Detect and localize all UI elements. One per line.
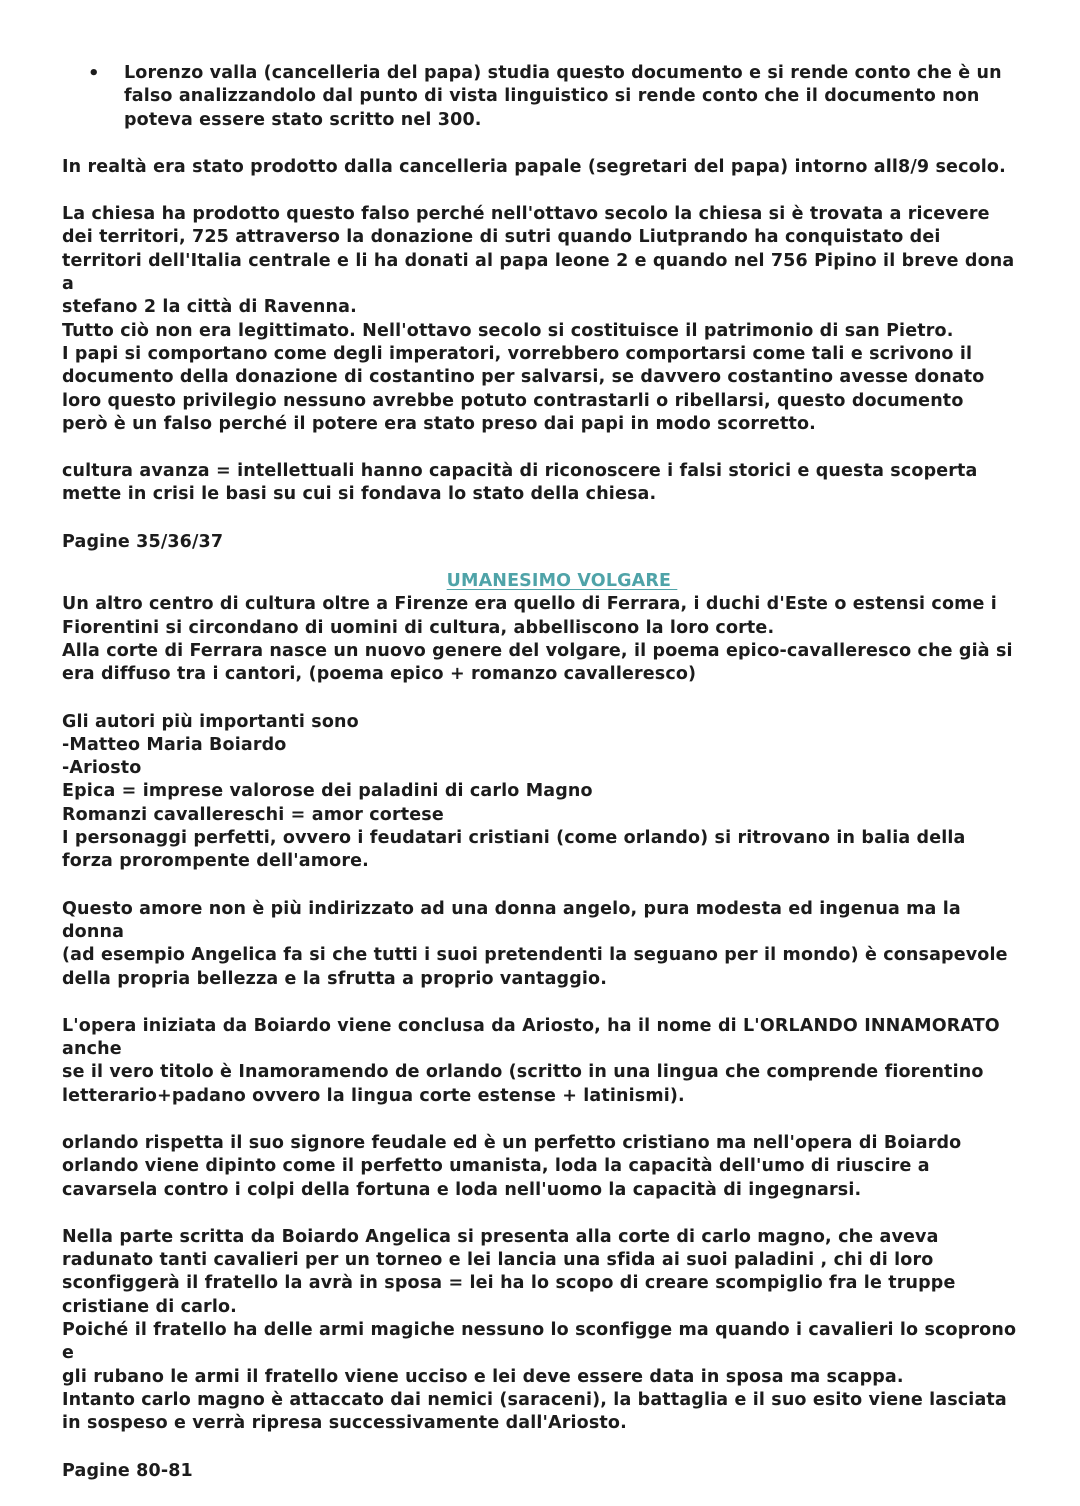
paragraph-cancelleria: In realtà era stato prodotto dalla cancelleria papale (segretari del papa) intorno all8/9 secolo. xyxy=(62,156,1006,177)
paragraph-autori: Gli autori più importanti sono -Matteo Maria Boiardo -Ariosto Epica = imprese valorose dei paladini di carlo Magno Romanzi cavallereschi = amor cortese I personaggi perfetti, ovvero i feudatari cristiani (come orlando) si ritrovano in balia della forza prorompente dell'amore. xyxy=(62,711,966,872)
paragraph-ferrara: Un altro centro di cultura oltre a Firenze era quello di Ferrara, i duchi d'Este o estensi come i Fiorentini si circondano di uomini di cultura, abbelliscono la loro corte. Alla corte di Ferrara nasce un nuovo genere del volgare, il poema epico-cavalleresco che già si era diffuso tra i cantori, (poema epico + romanzo cavalleresco) xyxy=(62,594,1013,685)
pages-reference-1: Pagine 35/36/37 xyxy=(62,531,224,552)
section-heading: UMANESIMO VOLGARE xyxy=(446,571,678,592)
paragraph-angelica: Nella parte scritta da Boiardo Angelica si presenta alla corte di carlo magno, che aveva radunato tanti cavalieri per un torneo e lei lancia una sfida ai suoi paladini , chi di loro sconfiggerà il fratello la avrà in sposa = lei ha lo scopo di creare scompiglio fra le truppe cristiane di carlo. Poiché il fratello ha delle armi magiche nessuno lo sconfigge ma quando i cavalieri lo scoprono e gli rubano le armi il fratello viene ucciso e lei deve essere data in sposa ma scappa. Intanto carlo magno è attaccato dai nemici (saraceni), la battaglia e il suo esito viene lasciata in sospeso e verrà ripresa successivamente dall'Ariosto. xyxy=(62,1226,1017,1434)
paragraph-falso-chiesa: La chiesa ha prodotto questo falso perché nell'ottavo secolo la chiesa si è trovata a ricevere dei territori, 725 attraverso la donazione di sutri quando Liutprando ha conquistato dei territori dell'Italia centrale e li ha donati al papa leone 2 e quando nel 756 Pipino il breve dona a stefano 2 la città di Ravenna. Tutto ciò non era legittimato. Nell'ottavo secolo si costituisce il patrimonio di san Pietro. I papi si comportano come degli imperatori, vorrebbero comportarsi come tali e scrivono il documento della donazione di costantino per salvarsi, se davvero costantino avesse donato loro questo privilegio nessuno avrebbe potuto contrastarli o ribellarsi, questo documento però è un falso perché il potere era stato preso dai papi in modo scorretto. xyxy=(62,204,1015,434)
paragraph-orlando: orlando rispetta il suo signore feudale ed è un perfetto cristiano ma nell'opera di Boiardo orlando viene dipinto come il perfetto umanista, loda la capacità dell'umo di riuscire a cavarsela contro i colpi della fortuna e loda nell'uomo la capacità di ingegnarsi. xyxy=(62,1132,962,1200)
bullet-item xyxy=(62,62,1022,132)
paragraph-amore: Questo amore non è più indirizzato ad una donna angelo, pura modesta ed ingenua ma la donna (ad esempio Angelica fa si che tutti i suoi pretendenti la seguano per il mondo) è consapevole della propria bellezza e la sfrutta a proprio vantaggio. xyxy=(62,898,1008,989)
document-page xyxy=(62,62,1022,1483)
pages-reference-2: Pagine 80-81 xyxy=(62,1460,193,1481)
paragraph-cultura-avanza: cultura avanza = intellettuali hanno capacità di riconoscere i falsi storici e questa scoperta mette in crisi le basi su cui si fondava lo stato della chiesa. xyxy=(62,461,978,505)
bullet-text: Lorenzo valla (cancelleria del papa) studia questo documento e si rende conto che è un falso analizzandolo dal punto di vista linguistico si rende conto che il documento non poteva essere stato scritto nel 300. xyxy=(124,63,1002,130)
paragraph-opera: L'opera iniziata da Boiardo viene conclusa da Ariosto, ha il nome di L'ORLANDO INNAMORATO anche se il vero titolo è Inamoramendo de orlando (scritto in una lingua che comprende fiorentino letterario+padano ovvero la lingua corte estense + latinismi). xyxy=(62,1015,1000,1106)
bullet-symbol: • xyxy=(88,63,100,84)
